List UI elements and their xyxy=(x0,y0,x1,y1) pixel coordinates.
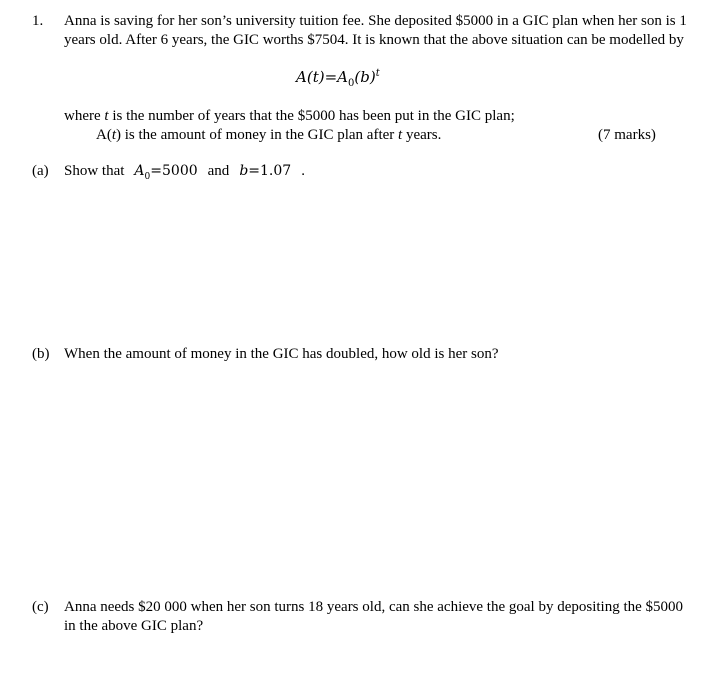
definition-a-post: years. xyxy=(402,127,442,143)
math-b-var: b xyxy=(239,163,249,179)
question-text: Anna is saving for her son’s university tuition fee. She deposited $5000 in a GIC plan when her son is 1 years old. After 6 years, the GIC worths $7504. It is known that the above situation can be modelled by xyxy=(64,13,687,48)
math-a-sub: 0 xyxy=(144,172,151,182)
part-a-label: (a) xyxy=(32,163,49,179)
math-a-var: A xyxy=(134,163,145,179)
part-a-end: . xyxy=(301,163,305,179)
definition-a xyxy=(96,126,441,145)
formula-equals: = xyxy=(324,68,338,86)
part-a-conj: and xyxy=(207,163,230,179)
part-a-text-pre: Show that xyxy=(64,163,125,179)
definition-t-pre: where xyxy=(64,108,105,124)
definition-a-var2: t xyxy=(398,127,403,143)
definition-a-pre: A( xyxy=(96,127,112,143)
formula-coefficient: A xyxy=(337,68,348,86)
formula-base: (b) xyxy=(354,68,376,86)
part-c-text: Anna needs $20 000 when her son turns 18 years old, can she achieve the goal by depositing the $5000 in the above GIC plan? xyxy=(64,599,684,634)
definition-a-var: t xyxy=(111,127,116,143)
definition-a-mid: ) is the amount of money in the GIC plan after xyxy=(116,127,399,143)
part-a-math-a0 xyxy=(134,163,198,182)
math-a-rest: =5000 xyxy=(150,163,198,179)
definition-t xyxy=(64,107,515,126)
formula-lhs: A xyxy=(296,68,307,86)
part-a-text xyxy=(64,162,305,183)
part-c-label: (c) xyxy=(32,599,49,615)
formula-lhs-paren: (t) xyxy=(306,68,325,86)
part-b-label: (b) xyxy=(32,346,50,362)
part-b-text: When the amount of money in the GIC has doubled, how old is her son? xyxy=(64,346,499,362)
formula-exponent: t xyxy=(375,68,380,79)
marks-label: (7 marks) xyxy=(598,127,656,143)
question-number: 1. xyxy=(32,13,44,29)
part-a-math-b xyxy=(239,163,291,179)
math-b-rest: =1.07 xyxy=(248,163,292,179)
model-formula xyxy=(296,68,380,89)
definition-t-post: is the number of years that the $5000 has been put in the GIC plan; xyxy=(108,108,515,124)
formula-coefficient-subscript: 0 xyxy=(348,78,355,89)
definition-t-var: t xyxy=(104,108,109,124)
